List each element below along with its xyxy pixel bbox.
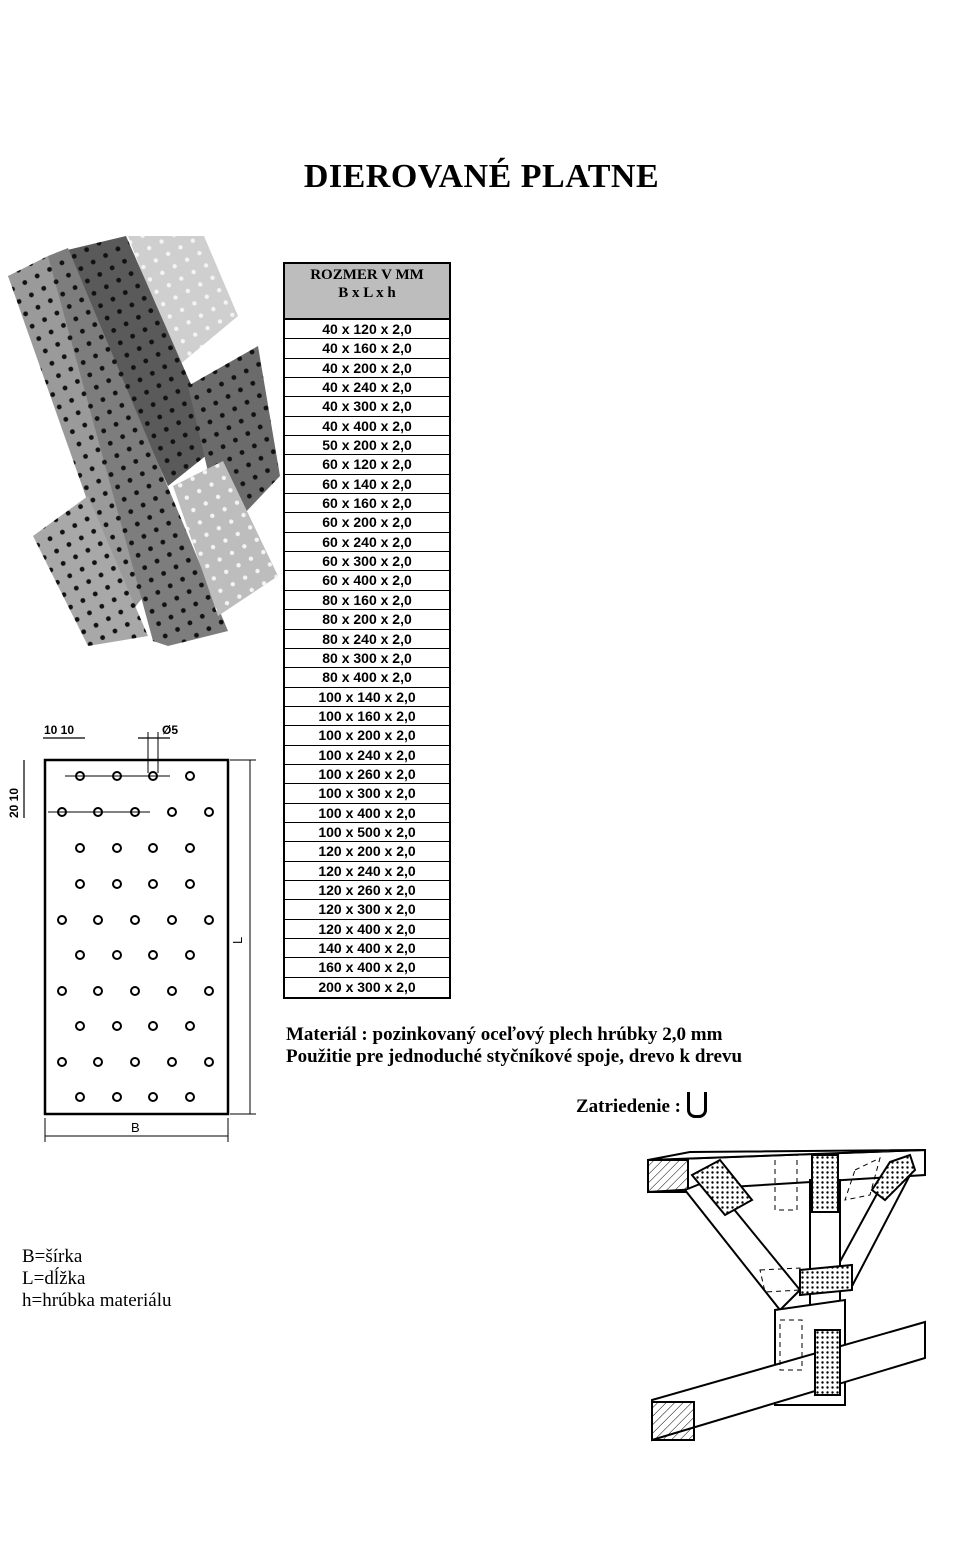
table-row: 100 x 400 x 2,0 <box>285 804 449 823</box>
table-row: 60 x 240 x 2,0 <box>285 533 449 552</box>
plate-hole <box>76 1022 84 1030</box>
table-row: 40 x 120 x 2,0 <box>285 320 449 339</box>
table-row: 40 x 240 x 2,0 <box>285 378 449 397</box>
plate-hole <box>168 987 176 995</box>
table-row: 120 x 300 x 2,0 <box>285 900 449 919</box>
table-row: 100 x 200 x 2,0 <box>285 726 449 745</box>
plate-hole <box>76 844 84 852</box>
plate-hole <box>94 1058 102 1066</box>
plate-hole <box>131 987 139 995</box>
plate-hole <box>131 916 139 924</box>
table-header-format: B x L x h <box>338 285 396 301</box>
dimension-table <box>283 262 451 999</box>
table-row: 120 x 200 x 2,0 <box>285 842 449 861</box>
plate-hole <box>113 951 121 959</box>
hole-grid <box>48 772 213 1101</box>
timber-joint-illustration <box>640 1140 940 1450</box>
plate-hole <box>131 1058 139 1066</box>
plate-hole <box>58 987 66 995</box>
classification-label: Zatriedenie : <box>576 1096 682 1117</box>
plate-hole <box>149 951 157 959</box>
plate-hole <box>205 916 213 924</box>
table-row: 60 x 200 x 2,0 <box>285 513 449 532</box>
usage-line: Použitie pre jednoduché styčníkové spoje, drevo k drevu <box>286 1046 743 1067</box>
table-header-title: ROZMER V MM <box>310 267 424 283</box>
table-row: 80 x 200 x 2,0 <box>285 610 449 629</box>
table-row: 100 x 140 x 2,0 <box>285 688 449 707</box>
material-line: Materiál : pozinkovaný oceľový plech hrúbky 2,0 mm <box>286 1024 723 1045</box>
table-row: 40 x 200 x 2,0 <box>285 359 449 378</box>
dim-top-label: 10 10 <box>44 723 75 737</box>
table-row: 40 x 400 x 2,0 <box>285 417 449 436</box>
plate-hole <box>113 1093 121 1101</box>
plate-hole <box>76 1093 84 1101</box>
table-row: 160 x 400 x 2,0 <box>285 958 449 977</box>
plate-hole <box>149 1093 157 1101</box>
table-row: 60 x 120 x 2,0 <box>285 455 449 474</box>
table-row: 60 x 400 x 2,0 <box>285 571 449 590</box>
plate-hole <box>168 916 176 924</box>
plate-hole <box>149 880 157 888</box>
dim-width-label: B <box>131 1120 140 1135</box>
plate-technical-drawing <box>7 718 272 1150</box>
plate-hole <box>58 916 66 924</box>
plate-hole <box>149 1022 157 1030</box>
legend-width: B=šírka <box>22 1246 83 1267</box>
legend-thickness: h=hrúbka materiálu <box>22 1290 172 1311</box>
table-row: 100 x 300 x 2,0 <box>285 784 449 803</box>
plate-hole <box>168 808 176 816</box>
table-row: 140 x 400 x 2,0 <box>285 939 449 958</box>
dim-hole-label: Ø5 <box>162 723 179 737</box>
table-row: 120 x 400 x 2,0 <box>285 920 449 939</box>
material-info <box>286 1024 742 1068</box>
table-row: 40 x 300 x 2,0 <box>285 397 449 416</box>
table-row: 80 x 300 x 2,0 <box>285 649 449 668</box>
table-row: 80 x 240 x 2,0 <box>285 630 449 649</box>
plate-hole <box>76 951 84 959</box>
plate-hole <box>58 1058 66 1066</box>
table-row: 80 x 400 x 2,0 <box>285 668 449 687</box>
legend <box>22 1246 171 1312</box>
table-row: 40 x 160 x 2,0 <box>285 339 449 358</box>
table-row: 100 x 500 x 2,0 <box>285 823 449 842</box>
table-row: 100 x 160 x 2,0 <box>285 707 449 726</box>
plate-hole <box>94 987 102 995</box>
table-row: 80 x 160 x 2,0 <box>285 591 449 610</box>
table-row: 100 x 240 x 2,0 <box>285 746 449 765</box>
plate-hole <box>205 808 213 816</box>
dim-length-label: L <box>230 936 245 944</box>
legend-length: L=dĺžka <box>22 1268 86 1289</box>
table-body <box>285 320 449 997</box>
plate-hole <box>186 844 194 852</box>
table-row: 60 x 160 x 2,0 <box>285 494 449 513</box>
plate-hole <box>149 844 157 852</box>
plate-hole <box>168 1058 176 1066</box>
table-header <box>285 264 449 320</box>
table-row: 50 x 200 x 2,0 <box>285 436 449 455</box>
plate-hole <box>205 987 213 995</box>
product-photo <box>8 236 284 646</box>
dim-left-label: 20 10 <box>7 787 21 818</box>
plate-hole <box>186 772 194 780</box>
plate-hole <box>113 844 121 852</box>
table-row: 120 x 240 x 2,0 <box>285 862 449 881</box>
classification <box>576 1092 707 1118</box>
plate-hole <box>113 880 121 888</box>
plate-hole <box>205 1058 213 1066</box>
table-row: 60 x 140 x 2,0 <box>285 475 449 494</box>
u-classification-icon <box>687 1092 707 1118</box>
plate-hole <box>113 1022 121 1030</box>
plate-hole <box>186 1022 194 1030</box>
table-row: 200 x 300 x 2,0 <box>318 978 416 995</box>
plate-hole <box>186 880 194 888</box>
plate-hole <box>186 1093 194 1101</box>
plate-hole <box>186 951 194 959</box>
table-row: 120 x 260 x 2,0 <box>285 881 449 900</box>
plate-hole <box>76 880 84 888</box>
plate-hole <box>94 916 102 924</box>
table-row: 60 x 300 x 2,0 <box>285 552 449 571</box>
table-row: 100 x 260 x 2,0 <box>285 765 449 784</box>
page-title: DIEROVANÉ PLATNE <box>303 158 660 195</box>
